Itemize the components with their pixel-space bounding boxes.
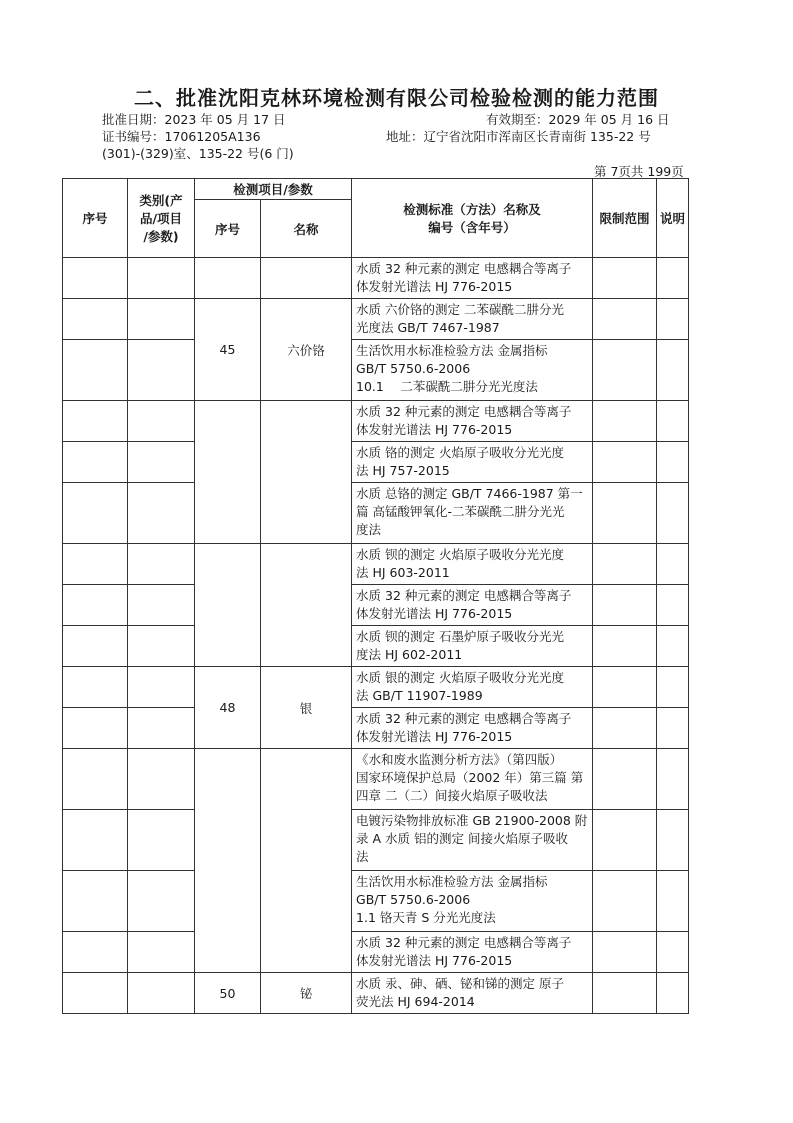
standard-line: 法 bbox=[356, 849, 369, 864]
cert-no: 证书编号：17061205A136 bbox=[102, 129, 261, 144]
limit-cell bbox=[593, 442, 657, 483]
note-cell bbox=[657, 810, 689, 871]
item-name-cell bbox=[261, 973, 352, 1014]
table-row bbox=[63, 973, 689, 1014]
standard-line: 国家环境保护总局（2002 年）第三篇 第 bbox=[356, 770, 584, 785]
standard-cell bbox=[352, 810, 593, 871]
standard-cell bbox=[352, 626, 593, 667]
seq-cell bbox=[63, 401, 128, 442]
table-row bbox=[63, 667, 689, 708]
capability-table bbox=[62, 178, 689, 1014]
limit-cell bbox=[593, 585, 657, 626]
seq-cell bbox=[63, 973, 128, 1014]
page-info: 第 7页共 199页 bbox=[594, 164, 684, 179]
standard-line: 录 A 水质 铝的测定 间接火焰原子吸收 bbox=[356, 831, 568, 846]
note-cell bbox=[657, 340, 689, 401]
standard-line: 篇 高锰酸钾氧化-二苯碳酰二肼分光光 bbox=[356, 504, 565, 519]
seq-cell bbox=[63, 708, 128, 749]
category-cell bbox=[128, 871, 195, 932]
item-number-cell bbox=[195, 667, 261, 749]
seq-cell bbox=[63, 871, 128, 932]
seq-cell bbox=[63, 749, 128, 810]
table-row bbox=[63, 483, 689, 544]
standard-line: 水质 钡的测定 石墨炉原子吸收分光光 bbox=[356, 629, 564, 644]
note-cell bbox=[657, 401, 689, 442]
standard-line: 体发射光谱法 HJ 776-2015 bbox=[356, 422, 513, 437]
standard-line: 法 HJ 757-2015 bbox=[356, 463, 450, 478]
table-row bbox=[63, 258, 689, 299]
item-number: 50 bbox=[219, 985, 236, 1001]
header-standard-l1: 检测标准（方法）名称及 bbox=[403, 202, 541, 217]
standard-line: 体发射光谱法 HJ 776-2015 bbox=[356, 279, 513, 294]
standard-line: 电镀污染物排放标准 GB 21900-2008 附 bbox=[356, 813, 588, 828]
header-seq: 序号 bbox=[63, 179, 128, 258]
table-row bbox=[63, 871, 689, 932]
standard-line: 水质 银的测定 火焰原子吸收分光光度 bbox=[356, 670, 564, 685]
limit-cell bbox=[593, 932, 657, 973]
standard-line: 水质 总铬的测定 GB/T 7466-1987 第一 bbox=[356, 486, 583, 501]
standard-line: 水质 32 种元素的测定 电感耦合等离子 bbox=[356, 935, 572, 950]
category-cell bbox=[128, 810, 195, 871]
standard-line: 水质 32 种元素的测定 电感耦合等离子 bbox=[356, 261, 572, 276]
category-cell bbox=[128, 401, 195, 442]
header-category-l1: 类别(产 bbox=[139, 193, 183, 208]
standard-cell bbox=[352, 340, 593, 401]
limit-cell bbox=[593, 483, 657, 544]
category-cell bbox=[128, 585, 195, 626]
item-number: 45 bbox=[219, 342, 236, 357]
note-cell bbox=[657, 585, 689, 626]
table-row bbox=[63, 401, 689, 442]
category-cell bbox=[128, 340, 195, 401]
header-category bbox=[128, 179, 195, 258]
note-cell bbox=[657, 871, 689, 932]
header-category-l2: 品/项目 bbox=[139, 211, 183, 226]
item-number-cell bbox=[195, 401, 261, 544]
standard-cell bbox=[352, 871, 593, 932]
valid-until: 有效期至：2029 年 05 月 16 日 bbox=[486, 112, 670, 127]
note-cell bbox=[657, 932, 689, 973]
standard-cell bbox=[352, 667, 593, 708]
header-category-l3: /参数) bbox=[143, 229, 179, 244]
standard-line: 1.1 铬天青 S 分光光度法 bbox=[356, 910, 496, 925]
standard-cell bbox=[352, 749, 593, 810]
address-cont: (301)-(329)室、135-22 号(6 门) bbox=[102, 146, 294, 161]
category-cell bbox=[128, 932, 195, 973]
item-number-cell bbox=[195, 544, 261, 667]
limit-cell bbox=[593, 871, 657, 932]
category-cell bbox=[128, 973, 195, 1014]
item-name: 铋 bbox=[299, 986, 313, 1001]
note-cell bbox=[657, 708, 689, 749]
table-row bbox=[63, 544, 689, 585]
table-row bbox=[63, 708, 689, 749]
limit-cell bbox=[593, 626, 657, 667]
table-row bbox=[63, 810, 689, 871]
note-cell bbox=[657, 749, 689, 810]
limit-cell bbox=[593, 401, 657, 442]
standard-line: 体发射光谱法 HJ 776-2015 bbox=[356, 729, 513, 744]
standard-line: 生活饮用水标准检验方法 金属指标 bbox=[356, 874, 548, 889]
standard-line: 水质 铬的测定 火焰原子吸收分光光度 bbox=[356, 445, 564, 460]
item-name-cell bbox=[261, 667, 352, 749]
note-cell bbox=[657, 667, 689, 708]
category-cell bbox=[128, 667, 195, 708]
header-note: 说明 bbox=[657, 179, 689, 258]
standard-cell bbox=[352, 258, 593, 299]
standard-cell bbox=[352, 401, 593, 442]
category-cell bbox=[128, 749, 195, 810]
category-cell bbox=[128, 626, 195, 667]
standard-line: 四章 二（二）间接火焰原子吸收法 bbox=[356, 788, 548, 803]
standard-line: 水质 汞、砷、硒、铋和锑的测定 原子 bbox=[356, 976, 564, 991]
approval-date: 批准日期：2023 年 05 月 17 日 bbox=[102, 112, 286, 127]
header-item-param: 检测项目/参数 bbox=[195, 179, 352, 200]
standard-cell bbox=[352, 585, 593, 626]
address: 地址：辽宁省沈阳市浑南区长青南街 135-22 号 bbox=[386, 129, 651, 144]
standard-cell bbox=[352, 932, 593, 973]
seq-cell bbox=[63, 810, 128, 871]
standard-line: 法 GB/T 11907-1989 bbox=[356, 688, 483, 703]
standard-line: 荧光法 HJ 694-2014 bbox=[356, 994, 475, 1009]
standard-line: 法 HJ 603-2011 bbox=[356, 565, 450, 580]
note-cell bbox=[657, 626, 689, 667]
limit-cell bbox=[593, 258, 657, 299]
seq-cell bbox=[63, 442, 128, 483]
item-number-cell bbox=[195, 299, 261, 401]
item-number: 48 bbox=[219, 700, 236, 715]
standard-line: 光度法 GB/T 7467-1987 bbox=[356, 320, 500, 335]
note-cell bbox=[657, 483, 689, 544]
standard-line: 度法 bbox=[356, 522, 382, 537]
standard-line: 水质 32 种元素的测定 电感耦合等离子 bbox=[356, 404, 572, 419]
item-number-cell bbox=[195, 973, 261, 1014]
standard-line: 水质 32 种元素的测定 电感耦合等离子 bbox=[356, 711, 572, 726]
item-name: 六价铬 bbox=[287, 342, 325, 358]
standard-line: 水质 钡的测定 火焰原子吸收分光光度 bbox=[356, 547, 564, 562]
seq-cell bbox=[63, 258, 128, 299]
limit-cell bbox=[593, 667, 657, 708]
standard-cell bbox=[352, 483, 593, 544]
page-title: 二、批准沈阳克林环境检测有限公司检验检测的能力范围 bbox=[134, 86, 659, 110]
table-row bbox=[63, 340, 689, 401]
category-cell bbox=[128, 483, 195, 544]
standard-line: 《水和废水监测分析方法》（第四版） bbox=[356, 752, 563, 767]
item-name-cell bbox=[261, 258, 352, 299]
item-name-cell bbox=[261, 749, 352, 973]
standard-cell bbox=[352, 299, 593, 340]
seq-cell bbox=[63, 932, 128, 973]
note-cell bbox=[657, 544, 689, 585]
table-row bbox=[63, 585, 689, 626]
note-cell bbox=[657, 258, 689, 299]
seq-cell bbox=[63, 483, 128, 544]
limit-cell bbox=[593, 299, 657, 340]
standard-line: 10.1 二苯碳酰二肼分光光度法 bbox=[356, 379, 538, 394]
table-row bbox=[63, 442, 689, 483]
item-number-cell bbox=[195, 258, 261, 299]
limit-cell bbox=[593, 973, 657, 1014]
standard-line: 度法 HJ 602-2011 bbox=[356, 647, 463, 662]
category-cell bbox=[128, 442, 195, 483]
category-cell bbox=[128, 299, 195, 340]
table-row bbox=[63, 626, 689, 667]
standard-line: 水质 32 种元素的测定 电感耦合等离子 bbox=[356, 588, 572, 603]
item-name: 银 bbox=[299, 700, 313, 716]
table-row bbox=[63, 299, 689, 340]
standard-cell bbox=[352, 442, 593, 483]
seq-cell bbox=[63, 299, 128, 340]
standard-line: 体发射光谱法 HJ 776-2015 bbox=[356, 606, 513, 621]
item-name-cell bbox=[261, 299, 352, 401]
note-cell bbox=[657, 442, 689, 483]
item-name-cell bbox=[261, 544, 352, 667]
seq-cell bbox=[63, 626, 128, 667]
category-cell bbox=[128, 708, 195, 749]
note-cell bbox=[657, 973, 689, 1014]
table-row bbox=[63, 932, 689, 973]
standard-line: 生活饮用水标准检验方法 金属指标 bbox=[356, 343, 548, 358]
standard-line: 体发射光谱法 HJ 776-2015 bbox=[356, 953, 513, 968]
seq-cell bbox=[63, 340, 128, 401]
standard-line: 水质 六价铬的测定 二苯碳酰二肼分光 bbox=[356, 302, 564, 317]
header-sub-seq: 序号 bbox=[195, 200, 261, 258]
limit-cell bbox=[593, 810, 657, 871]
standard-cell bbox=[352, 544, 593, 585]
limit-cell bbox=[593, 749, 657, 810]
header-standard bbox=[352, 179, 593, 258]
table-row bbox=[63, 749, 689, 810]
standard-cell bbox=[352, 973, 593, 1014]
category-cell bbox=[128, 544, 195, 585]
item-number-cell bbox=[195, 749, 261, 973]
standard-line: GB/T 5750.6-2006 bbox=[356, 892, 471, 907]
category-cell bbox=[128, 258, 195, 299]
seq-cell bbox=[63, 667, 128, 708]
header-standard-l2: 编号（含年号） bbox=[428, 220, 516, 235]
header-limit: 限制范围 bbox=[593, 179, 657, 258]
note-cell bbox=[657, 299, 689, 340]
limit-cell bbox=[593, 708, 657, 749]
seq-cell bbox=[63, 585, 128, 626]
item-name-cell bbox=[261, 401, 352, 544]
standard-cell bbox=[352, 708, 593, 749]
standard-line: GB/T 5750.6-2006 bbox=[356, 361, 471, 376]
limit-cell bbox=[593, 340, 657, 401]
header-sub-name: 名称 bbox=[261, 200, 352, 258]
seq-cell bbox=[63, 544, 128, 585]
limit-cell bbox=[593, 544, 657, 585]
